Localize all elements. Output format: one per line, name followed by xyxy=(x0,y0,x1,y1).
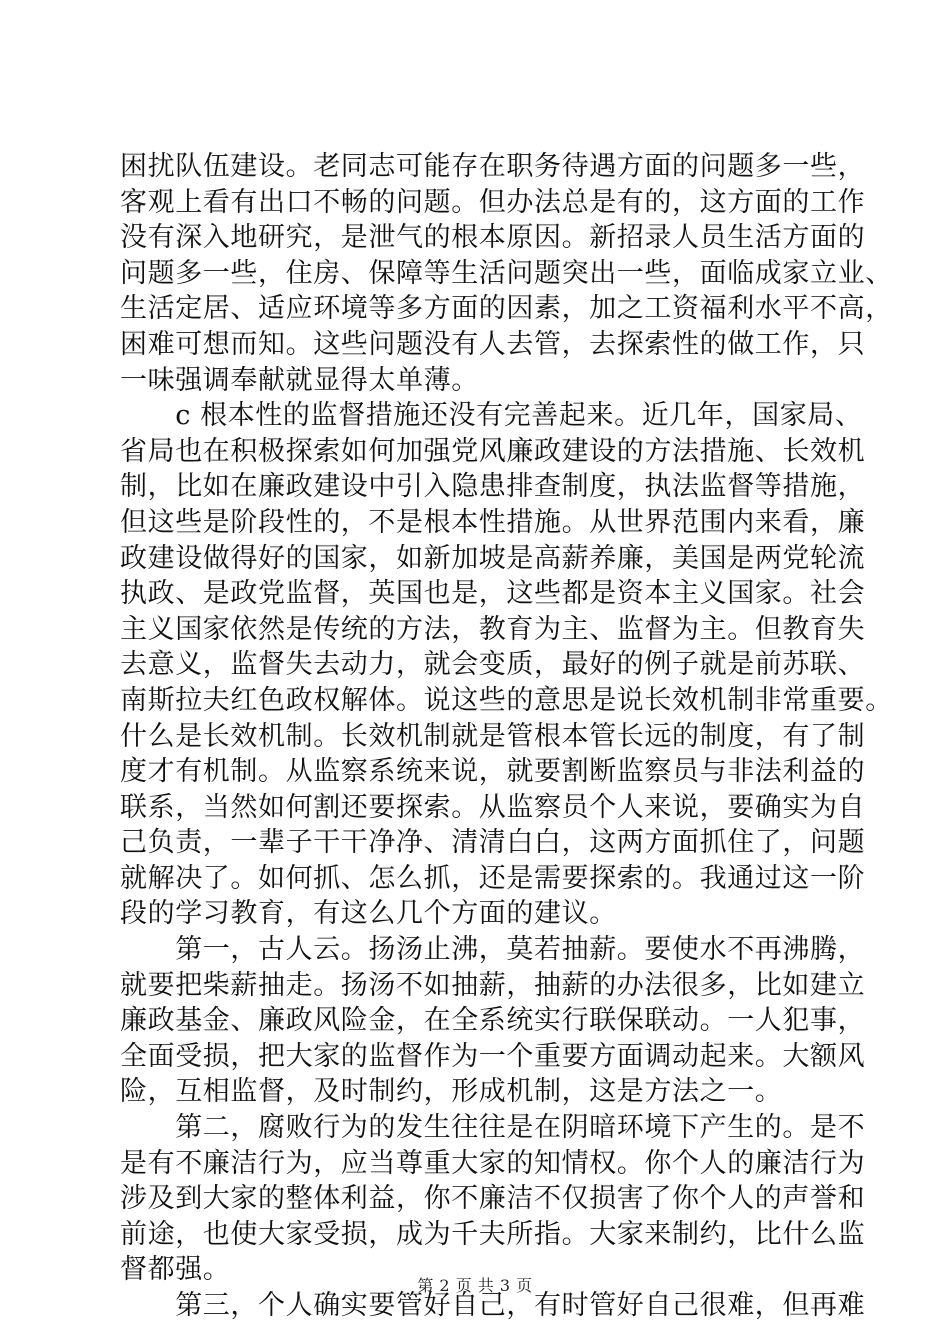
text-line: 度才有机制。从监察系统来说，就要割断监察员与非法利益的 xyxy=(120,756,866,788)
text-line: 督都强。 xyxy=(120,1254,231,1286)
text-line: 第二，腐败行为的发生往往是在阴暗环境下产生的。是不 xyxy=(120,1112,866,1144)
text-line: 没有深入地研究，是泄气的根本原因。新招录人员生活方面的 xyxy=(120,222,866,254)
text-line: 困扰队伍建设。老同志可能存在职务待遇方面的问题多一些， xyxy=(120,151,866,182)
text-line: 第三，个人确实要管好自己，有时管好自己很难，但再难 xyxy=(120,1290,866,1321)
text-line: 前途，也使大家受损，成为千夫所指。大家来制约，比什么监 xyxy=(120,1218,866,1250)
text-line: 什么是长效机制。长效机制就是管根本管长远的制度，有了制 xyxy=(120,720,866,752)
text-line: 全面受损，把大家的监督作为一个重要方面调动起来。大额风 xyxy=(120,1040,866,1072)
text-line: 去意义，监督失去动力，就会变质，最好的例子就是前苏联、 xyxy=(120,649,866,681)
text-line: 政建设做得好的国家，如新加坡是高薪养廉，美国是两党轮流 xyxy=(120,542,866,574)
text-line: 险，互相监督，及时制约，形成机制，这是方法之一。 xyxy=(120,1076,783,1108)
text-line: 省局也在积极探索如何加强党风廉政建设的方法措施、长效机 xyxy=(120,435,866,467)
text-line: 己负责，一辈子干干净净、清清白白，这两方面抓住了，问题 xyxy=(120,827,866,859)
text-line: 执政、是政党监督，英国也是，这些都是资本主义国家。社会 xyxy=(120,578,866,610)
text-line: 就要把柴薪抽走。扬汤不如抽薪，抽薪的办法很多，比如建立 xyxy=(120,969,866,1001)
text-line: 段的学习教育，有这么几个方面的建议。 xyxy=(120,898,617,930)
text-line: 联系，当然如何割还要探索。从监察员个人来说，要确实为自 xyxy=(120,791,866,823)
text-line: 问题多一些，住房、保障等生活问题突出一些，面临成家立业、 xyxy=(120,257,893,289)
page-footer xyxy=(0,1273,950,1296)
document-body xyxy=(120,149,893,1324)
text-line: 廉政基金、廉政风险金，在全系统实行联保联动。一人犯事， xyxy=(120,1005,866,1037)
text-line: 就解决了。如何抓、怎么抓，还是需要探索的。我通过这一阶 xyxy=(120,862,866,894)
text-line: 但这些是阶段性的，不是根本性措施。从世界范围内来看，廉 xyxy=(120,506,866,538)
text-line: 客观上看有出口不畅的问题。但办法总是有的，这方面的工作 xyxy=(120,186,866,218)
text-line: 制，比如在廉政建设中引入隐患排查制度，执法监督等措施， xyxy=(120,471,866,503)
text-line: 南斯拉夫红色政权解体。说这些的意思是说长效机制非常重要。 xyxy=(120,684,893,716)
text-line: 涉及到大家的整体利益，你不廉洁不仅损害了你个人的声誉和 xyxy=(120,1183,866,1215)
text-line: 困难可想而知。这些问题没有人去管，去探索性的做工作，只 xyxy=(120,328,866,360)
text-line: 主义国家依然是传统的方法，教育为主、监督为主。但教育失 xyxy=(120,613,866,645)
text-line: 一味强调奉献就显得太单薄。 xyxy=(120,364,479,396)
page-number-label: 第 2 页 共 3 页 xyxy=(417,1276,533,1295)
text-line: 是有不廉洁行为，应当尊重大家的知情权。你个人的廉洁行为 xyxy=(120,1147,866,1179)
text-line: 第一，古人云。扬汤止沸，莫若抽薪。要使水不再沸腾， xyxy=(120,934,866,966)
text-line: 生活定居、适应环境等多方面的因素，加之工资福利水平不高， xyxy=(120,293,893,325)
text-line: c 根本性的监督措施还没有完善起来。近几年，国家局、 xyxy=(120,400,863,432)
